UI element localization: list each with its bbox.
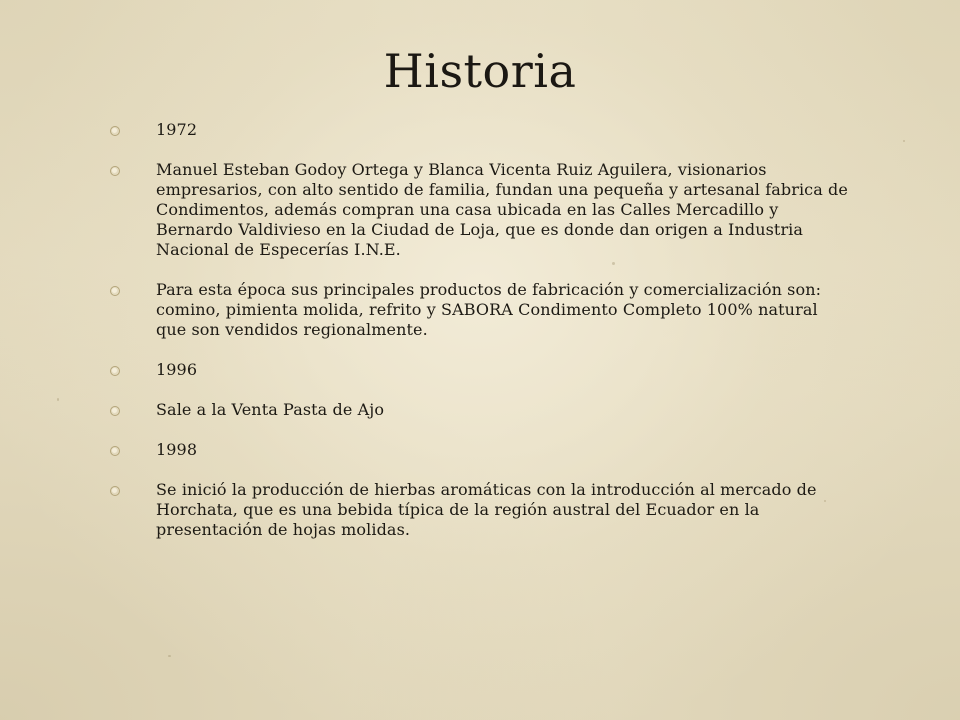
ring-bullet-icon [110, 166, 120, 176]
ring-bullet-icon [110, 126, 120, 136]
ring-bullet-icon [110, 406, 120, 416]
bullet-text: Se inició la producción de hierbas aromáticas con la introducción al mercado de Horchata, que es una bebida típica de la región austral del Ecuador en la presentación de hojas molidas. [156, 480, 817, 539]
bullet-item-year-1972 [108, 120, 848, 140]
slide-title: Historia [383, 44, 577, 98]
bullet-text: 1996 [156, 360, 198, 379]
bullet-text: 1998 [156, 440, 198, 459]
bullet-text: Manuel Esteban Godoy Ortega y Blanca Vicenta Ruiz Aguilera, visionarios empresarios, con alto sentido de familia, fundan una pequeña y artesanal fabrica de Condimentos, además compran una casa ubicada en las Calles Mercadillo y Bernardo Valdivieso en la Ciudad de Loja, que es donde dan origen a Industria Nacional de Especerías I.N.E. [156, 160, 848, 259]
bullet-item-year-1998 [108, 440, 848, 460]
ring-bullet-icon [110, 286, 120, 296]
texture-speck [57, 398, 59, 401]
bullet-list [108, 120, 848, 560]
texture-speck [168, 655, 171, 657]
ring-bullet-icon [110, 446, 120, 456]
bullet-text: Sale a la Venta Pasta de Ajo [156, 400, 385, 419]
ring-bullet-icon [110, 366, 120, 376]
bullet-text: Para esta época sus principales productos de fabricación y comercialización son: comino, pimienta molida, refrito y SABORA Condimento Completo 100% natural que son vendidos regionalmente. [156, 280, 822, 339]
bullet-item-products [108, 280, 848, 340]
ring-bullet-icon [110, 486, 120, 496]
bullet-item-garlic-paste [108, 400, 848, 420]
texture-speck [903, 140, 905, 142]
bullet-item-founding [108, 160, 848, 260]
bullet-item-year-1996 [108, 360, 848, 380]
bullet-text: 1972 [156, 120, 198, 139]
bullet-item-herbs [108, 480, 848, 540]
